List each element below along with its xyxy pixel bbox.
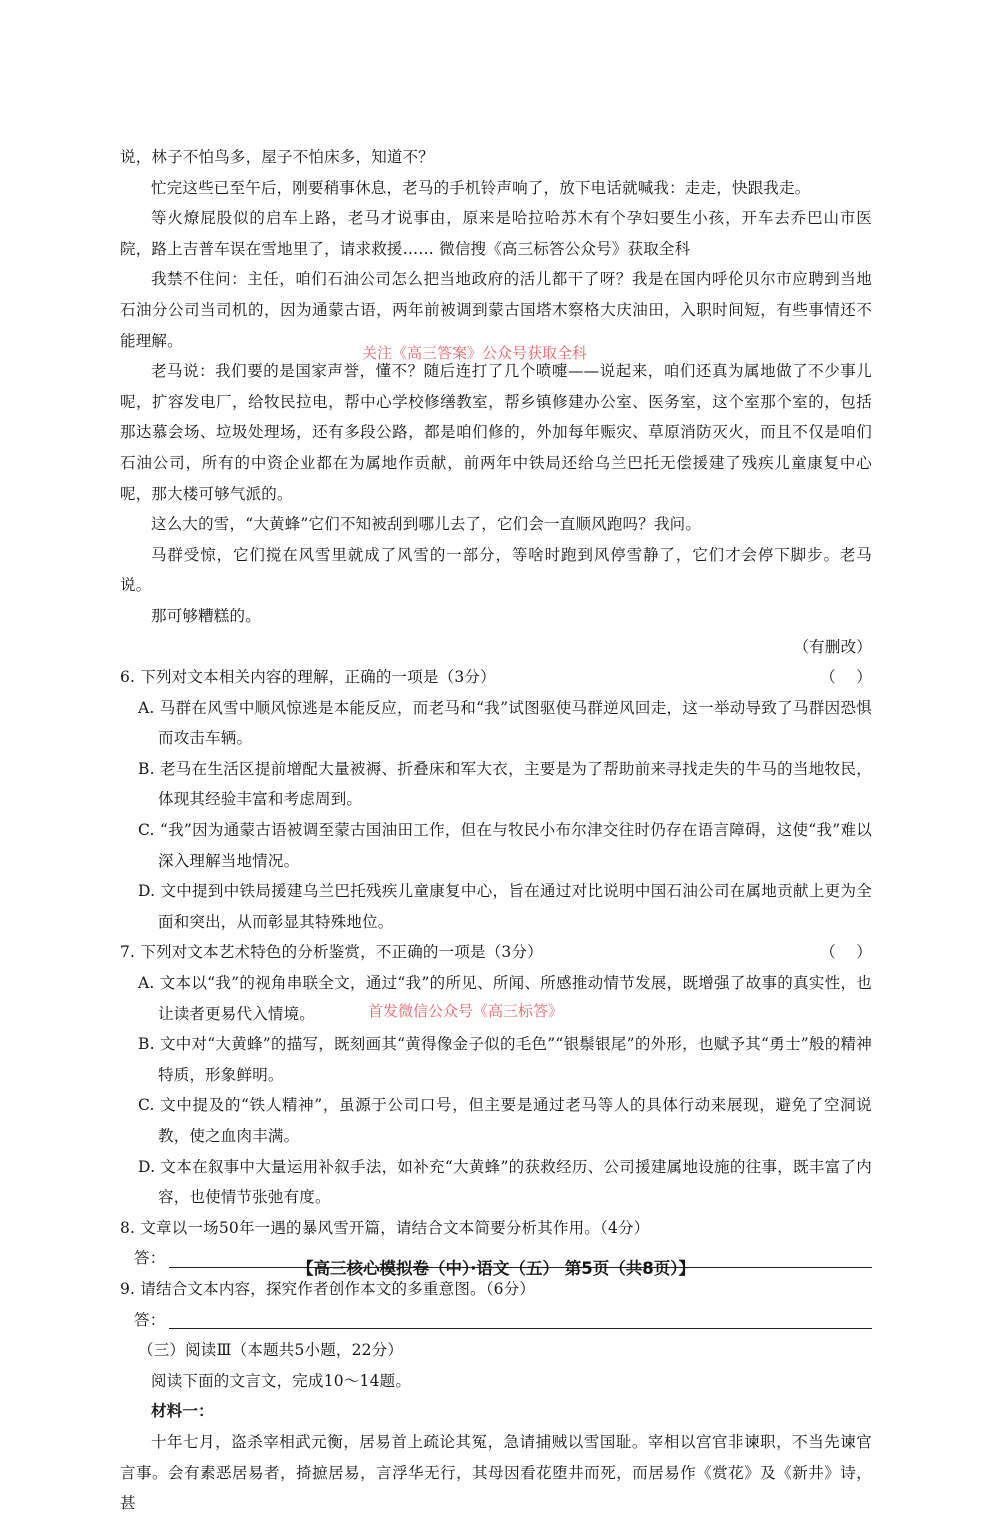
section-3-instruction: 阅读下面的文言文，完成10～14题。 [151, 1371, 412, 1390]
watermark-top: 关注《高三答案》公众号获取全科 [362, 344, 588, 362]
passage-line-0: 说，林子不怕鸟多，屋子不怕床多，知道不？ [120, 148, 435, 166]
question-7-answer-bracket: （ ） [820, 943, 872, 962]
source-note: （有删改） [793, 637, 872, 656]
question-7-option-d: D. 文本在叙事中大量运用补叙手法，如补充“大黄蜂”的获救经历、公司援建属地设施的往事，既丰富了内容，也使情节张弛有度。 [138, 1157, 872, 1207]
page-footer: 【高三核心模拟卷（中）·语文（五） 第5页（共8页）】 [297, 1259, 695, 1278]
question-6-option-b: B. 老马在生活区提前增配大量被褥、折叠床和军大衣，主要是为了帮助前来寻找走失的牛马的当地牧民，体现其经验丰富和考虑周到。 [138, 759, 872, 809]
passage-line-2: 等火燎屁股似的启车上路，老马才说事由，原来是哈拉哈苏木有个孕妇要生小孩，开车去乔巴山市医院，路上吉普车误在雪地里了，请求救援…… 微信搜《高三标答公众号》获取全科 [120, 209, 872, 258]
question-6-stem [120, 662, 872, 693]
passage-line-5: 这么大的雪，“大黄蜂”它们不知被刮到哪儿去了，它们会一直顺风跑吗？我问。 [151, 515, 702, 534]
question-8-text: 8. 文章以一场50年一遇的暴风雪开篇，请结合文本简要分析其作用。（4分） [120, 1218, 650, 1237]
material-1-label: 材料一： [151, 1401, 214, 1421]
question-6-answer-bracket: （ ） [820, 668, 872, 687]
passage-line-6: 马群受惊，它们搅在风雪里就成了风雪的一部分，等啥时跑到风停雪静了，它们才会停下脚步。老马说。 [120, 545, 872, 595]
question-6-option-c: C. “我”因为通蒙古语被调至蒙古国油田工作，但在与牧民小布尔津交往时仍存在语言障碍，这使“我”难以深入理解当地情况。 [138, 821, 872, 870]
watermark-bottom: 首发微信公众号《高三标答》 [368, 1002, 564, 1020]
question-7-option-c: C. 文中提及的“铁人精神”，虽源于公司口号，但主要是通过老马等人的具体行动来展现，避免了空洞说教，使之血肉丰满。 [138, 1096, 872, 1145]
question-7-text: 7. 下列对文本艺术特色的分析鉴赏，不正确的一项是（3分） [120, 943, 543, 962]
question-9-answer-line[interactable] [169, 1308, 872, 1329]
question-6-option-a: A. 马群在风雪中顺风惊逃是本能反应，而老马和“我”试图驱使马群逆风回走，这一举动导致了马群因恐惧而攻击车辆。 [138, 698, 872, 748]
material-1-text: 十年七月，盗杀宰相武元衡，居易首上疏论其冤，急请捕贼以雪国耻。宰相以宫官非谏职，不当先谏官言事。会有素恶居易者，掎摭居易，言浮华无行，其母因看花堕井而死，而居易作《赏花》及《新井》诗，甚 [120, 1432, 872, 1513]
passage-line-4: 老马说：我们要的是国家声誉，懂不？随后连打了几个喷嚏——说起来，咱们还真为属地做了不少事儿呢，扩容发电厂，给牧民拉电，帮中心学校修缮教室，帮乡镇修建办公室、医务室，这个室那个室的，包括那达慕会场、垃圾处理场，还有多段公路，都是咱们修的，外加每年赈灾、草原消防灭火，而且不仅是咱们石油公司，所有的中资企业都在为属地作贡献，前两年中铁局还给乌兰巴托无偿援建了残疾儿童康复中心呢，那大楼可够气派的。 [120, 362, 872, 503]
question-6-option-d: D. 文中提到中铁局援建乌兰巴托残疾儿童康复中心，旨在通过对比说明中国石油公司在属地贡献上更为全面和突出，从而彰显其特殊地位。 [138, 882, 872, 931]
question-7-stem [120, 937, 872, 968]
question-9-answer-label: 答： [134, 1310, 166, 1329]
passage-line-3: 我禁不住问：主任，咱们石油公司怎么把当地政府的活儿都干了呀？我是在国内呼伦贝尔市应聘到当地石油分公司当司机的，因为通蒙古语，两年前被调到蒙古国塔木察格大庆油田，入职时间短，有些事情还不能理解。 [120, 270, 872, 350]
question-6-text: 6. 下列对文本相关内容的理解，正确的一项是（3分） [120, 668, 496, 687]
section-3-heading: （三）阅读Ⅲ（本题共5小题，22分） [138, 1341, 404, 1360]
passage-line-7: 那可够糟糕的。 [151, 606, 261, 625]
passage-line-1: 忙完这些已至午后，刚要稍事休息，老马的手机铃声响了，放下电话就喊我：走走，快跟我走。 [151, 178, 811, 197]
question-7-option-b: B. 文中对“大黄蜂”的描写，既刻画其“黄得像金子似的毛色”“银鬃银尾”的外形，也赋予其“勇士”般的精神特质，形象鲜明。 [138, 1035, 872, 1084]
question-7-option-a: A. 文本以“我”的视角串联全文，通过“我”的所见、所闻、所感推动情节发展，既增强了故事的真实性，也让读者更易代入情境。 [138, 974, 872, 1023]
question-9-answer-area [120, 1305, 872, 1336]
question-8-answer-label: 答： [134, 1249, 166, 1268]
question-9-text: 9. 请结合文本内容，探究作者创作本文的多重意图。（6分） [120, 1279, 536, 1298]
